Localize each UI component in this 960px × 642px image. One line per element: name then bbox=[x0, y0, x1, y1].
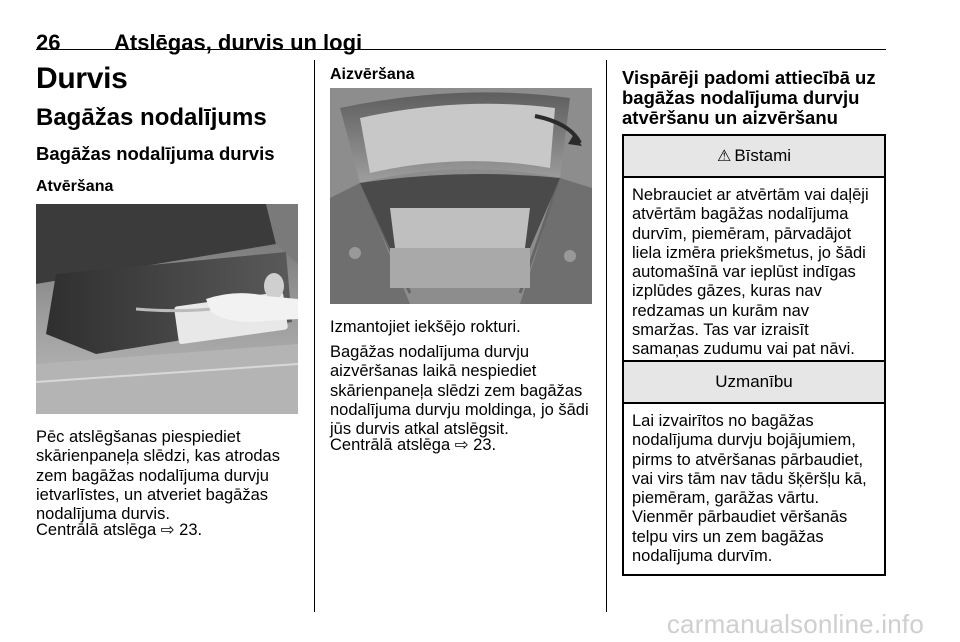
warning-triangle-icon: ⚠ bbox=[716, 148, 732, 165]
subsection-title: Bagāžas nodalījums bbox=[36, 104, 267, 131]
watermark: carmanualsonline.info bbox=[666, 609, 924, 639]
chapter-title: Atslēgas, durvis un logi bbox=[114, 30, 363, 55]
caution-box-header bbox=[624, 362, 884, 404]
caution-box-title: Uzmanību bbox=[715, 372, 793, 391]
section-title: Durvis bbox=[36, 62, 128, 95]
closing-paragraph-2: Bagāžas nodalījuma durvju aizvēršanas laikā nespiediet skārienpaneļa slēdzi zem bagāžas nodalījuma durvju moldinga, jo šādi jūs durvis atkal atslēgsit. bbox=[330, 343, 589, 439]
caution-box bbox=[622, 360, 886, 576]
general-tips-heading: Vispārēji padomi attiecībā uz bagāžas nodalījuma durvju atvēršanu un aizvēršanu bbox=[622, 67, 876, 128]
page-header bbox=[36, 12, 886, 55]
column-divider bbox=[314, 60, 315, 612]
open-tailgate-illustration bbox=[330, 88, 592, 304]
danger-box-title: Bīstami bbox=[734, 146, 792, 165]
closing-reference[interactable] bbox=[330, 436, 594, 455]
reference-text: Centrālā atslēga ⇨ 23. bbox=[36, 521, 203, 539]
danger-box-header bbox=[624, 136, 884, 178]
tailgate-switch-illustration bbox=[36, 204, 298, 414]
danger-box bbox=[622, 134, 886, 370]
danger-box-text: Nebrauciet ar atvērtām vai daļēji atvērtām bagāžas nodalījuma durvīm, piemēram, pārvadājot liela izmēra priekšmetus, jo šādi automašīnā var ieplūst indīgas izplūdes gāzes, kuras nav redzamas un kurām nav smaržas. Tas var izraisīt samaņas zudumu vai pat nāvi. bbox=[632, 186, 869, 359]
opening-reference[interactable] bbox=[36, 521, 300, 540]
subtopic-title-closing: Aizvēršana bbox=[330, 66, 415, 83]
closing-paragraph-1: Izmantojiet iekšējo rokturi. bbox=[330, 318, 521, 336]
tailgate-opening-photo bbox=[36, 204, 298, 414]
reference-text: Centrālā atslēga ⇨ 23. bbox=[330, 436, 497, 454]
opening-paragraph: Pēc atslēgšanas piespiediet skārienpaneļa slēdzi, kas atrodas zem bagāžas nodalījuma durvju ietvarlīstes, un atveriet bagāžas nodalījuma durvis. bbox=[36, 428, 280, 524]
subtopic-title-opening: Atvēršana bbox=[36, 178, 114, 195]
tailgate-closing-photo bbox=[330, 88, 592, 304]
column-divider bbox=[606, 60, 607, 612]
topic-title: Bagāžas nodalījuma durvis bbox=[36, 143, 275, 164]
caution-box-text: Lai izvairītos no bagāžas nodalījuma durvju bojājumiem, pirms to atvēršanas pārbaudiet, vai virs tām nav tādu šķēršļu kā, piemēram, garāžas vārtu. Vienmēr pārbaudiet vēršanās telpu virs un zem bagāžas nodalījuma durvīm. bbox=[632, 412, 867, 566]
page-number: 26 bbox=[36, 30, 61, 55]
